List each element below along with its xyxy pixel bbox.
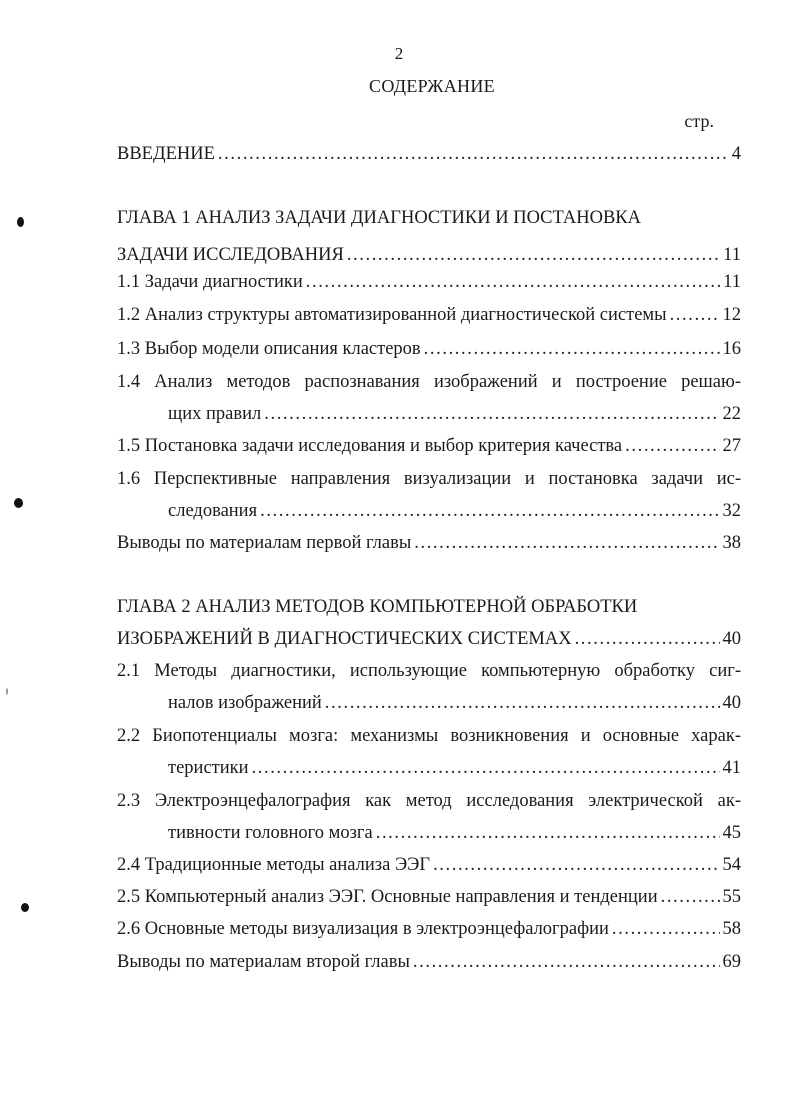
toc-entry-label: Выводы по материалам второй главы bbox=[117, 952, 410, 972]
toc-entry-label: 2.1 Методы диагностики, использующие компьютерную обработку сиг- bbox=[117, 661, 741, 681]
toc-entry-label: ГЛАВА 2 АНАЛИЗ МЕТОДОВ КОМПЬЮТЕРНОЙ ОБРАБОТКИ bbox=[117, 597, 638, 617]
toc-entry-label: Выводы по материалам первой главы bbox=[117, 533, 412, 553]
dot-leader bbox=[347, 243, 720, 267]
toc-entry-2-1[interactable] bbox=[117, 659, 741, 715]
dot-leader bbox=[376, 821, 720, 845]
toc-entry-label: 2.3 Электроэнцефалография как метод исследования электрической ак- bbox=[117, 791, 741, 811]
toc-entry-1-1[interactable] bbox=[117, 270, 741, 294]
dot-leader bbox=[424, 337, 720, 361]
toc-entry-label: 1.5 Постановка задачи исследования и выбор критерия качества bbox=[117, 436, 623, 456]
toc-entry-chapter-1-conclusions[interactable] bbox=[117, 531, 741, 555]
toc-entry-1-2[interactable] bbox=[117, 303, 741, 327]
dot-leader bbox=[670, 303, 720, 327]
toc-entry-label: 2.2 Биопотенциалы мозга: механизмы возникновения и основные харак- bbox=[117, 726, 741, 746]
toc-entry-page: 69 bbox=[722, 952, 741, 972]
toc-entry-1-3[interactable] bbox=[117, 337, 741, 361]
toc-entry-page: 40 bbox=[722, 629, 741, 649]
toc-entry-label-cont: налов изображений bbox=[168, 693, 322, 713]
toc-entry-label-cont: тивности головного мозга bbox=[168, 823, 373, 843]
scan-speck bbox=[17, 217, 24, 227]
toc-entry-label: 1.1 Задачи диагностики bbox=[117, 272, 303, 292]
toc-entry-2-5[interactable] bbox=[117, 885, 741, 909]
toc-entry-chapter-2-conclusions[interactable] bbox=[117, 950, 741, 974]
toc-entry-2-6[interactable] bbox=[117, 917, 741, 941]
dot-leader bbox=[575, 627, 720, 651]
toc-entry-1-5[interactable] bbox=[117, 434, 741, 458]
dot-leader bbox=[264, 402, 719, 426]
toc-entry-label: 1.2 Анализ структуры автоматизированной диагностической системы bbox=[117, 305, 667, 325]
toc-entry-label: 1.4 Анализ методов распознавания изображений и построение решаю- bbox=[117, 372, 741, 392]
dot-leader bbox=[218, 142, 729, 166]
toc-entry-2-4[interactable] bbox=[117, 853, 741, 877]
dot-leader bbox=[612, 917, 720, 941]
toc-entry-page: 22 bbox=[722, 404, 741, 424]
toc-entry-page: 27 bbox=[722, 436, 741, 456]
toc-entry-label: 2.6 Основные методы визуализация в электроэнцефалографии bbox=[117, 919, 609, 939]
page-title: СОДЕРЖАНИЕ bbox=[369, 76, 495, 96]
toc-entry-page: 41 bbox=[722, 758, 741, 778]
dot-leader bbox=[413, 950, 720, 974]
toc-entry-label-cont: ЗАДАЧИ ИССЛЕДОВАНИЯ bbox=[117, 245, 344, 265]
toc-entry-introduction[interactable] bbox=[117, 142, 741, 166]
page-column-label: стр. bbox=[684, 111, 714, 131]
toc-entry-page: 4 bbox=[731, 144, 741, 164]
toc-entry-chapter-1[interactable] bbox=[117, 206, 741, 267]
dot-leader bbox=[414, 531, 719, 555]
toc-entry-label: 2.4 Традиционные методы анализа ЭЭГ bbox=[117, 855, 431, 875]
toc-entry-label-cont: щих правил bbox=[168, 404, 262, 424]
dot-leader bbox=[433, 853, 719, 877]
toc-entry-page: 58 bbox=[722, 919, 741, 939]
toc-entry-label-cont: следования bbox=[168, 501, 258, 521]
toc-entry-page: 55 bbox=[722, 887, 741, 907]
toc-entry-label: 1.3 Выбор модели описания кластеров bbox=[117, 339, 421, 359]
toc-entry-page: 45 bbox=[722, 823, 741, 843]
toc-entry-page: 16 bbox=[722, 339, 741, 359]
dot-leader bbox=[260, 499, 719, 523]
toc-entry-page: 40 bbox=[722, 693, 741, 713]
scan-speck bbox=[6, 688, 8, 695]
toc-entry-label: 1.6 Перспективные направления визуализации и постановка задачи ис- bbox=[117, 469, 741, 489]
toc-entry-1-4[interactable] bbox=[117, 370, 741, 426]
scan-speck bbox=[14, 498, 23, 508]
dot-leader bbox=[306, 270, 720, 294]
dot-leader bbox=[325, 691, 720, 715]
toc-entry-label-cont: ИЗОБРАЖЕНИЙ В ДИАГНОСТИЧЕСКИХ СИСТЕМАХ bbox=[117, 629, 572, 649]
toc-entry-page: 32 bbox=[722, 501, 741, 521]
dot-leader bbox=[252, 756, 720, 780]
toc-entry-chapter-2[interactable] bbox=[117, 595, 741, 651]
page-number: 2 bbox=[394, 44, 404, 63]
toc-entry-label-cont: теристики bbox=[168, 758, 249, 778]
dot-leader bbox=[625, 434, 719, 458]
toc-entry-label: ВВЕДЕНИЕ bbox=[117, 144, 215, 164]
toc-entry-2-2[interactable] bbox=[117, 724, 741, 780]
toc-entry-page: 38 bbox=[722, 533, 741, 553]
toc-entry-page: 11 bbox=[723, 245, 741, 265]
toc-entry-label: ГЛАВА 1 АНАЛИЗ ЗАДАЧИ ДИАГНОСТИКИ И ПОСТАНОВКА bbox=[117, 208, 642, 228]
toc-entry-page: 12 bbox=[722, 305, 741, 325]
toc-entry-page: 11 bbox=[723, 272, 741, 292]
dot-leader bbox=[661, 885, 720, 909]
scan-speck bbox=[21, 903, 29, 912]
toc-entry-label: 2.5 Компьютерный анализ ЭЭГ. Основные направления и тенденции bbox=[117, 887, 658, 907]
toc-entry-page: 54 bbox=[722, 855, 741, 875]
toc-entry-2-3[interactable] bbox=[117, 789, 741, 845]
toc-entry-1-6[interactable] bbox=[117, 467, 741, 523]
